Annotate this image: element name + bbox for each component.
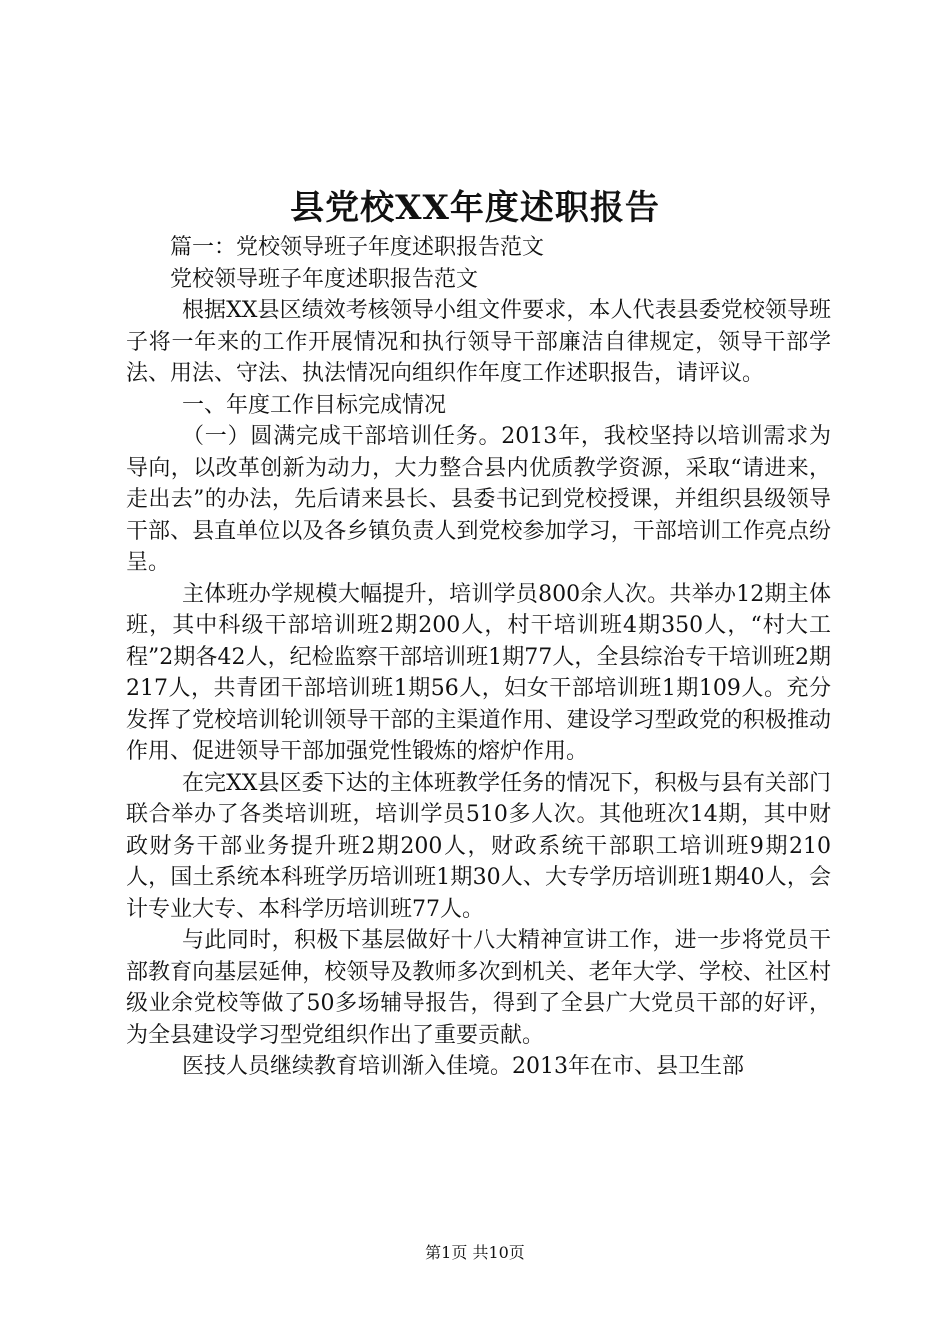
- paragraph-main-classes: 主体班办学规模大幅提升，培训学员800余人次。共举办12期主体班，其中科级干部培训班2期200人，村干培训班4期350人，“村大工程”2期各42人，纪检监察干部培训班1期77人，全县综治专干培训班2期217人，共青团干部培训班1期56人，妇女干部培训班1期109人。充分发挥了党校培训轮训领导干部的主渠道作用、建设学习型政党的积极推动作用、促进领导干部加强党性锻炼的熔炉作用。: [126, 581, 831, 764]
- paragraph-heading-goals: 一、年度工作目标完成情况: [182, 392, 447, 418]
- paragraph-subtitle: 党校领导班子年度述职报告范文: [170, 266, 479, 292]
- paragraph-medical-training: 医技人员继续教育培训渐入佳境。2013年在市、县卫生部: [182, 1054, 744, 1079]
- paragraph-training-task: （一）圆满完成干部培训任务。2013年，我校坚持以培训需求为导向，以改革创新为动力，大力整合县内优质教学资源，采取“请进来，走出去”的办法，先后请来县长、县委书记到党校授课，并组织县级领导干部、县直单位以及各乡镇负责人到党校参加学习，干部培训工作亮点纷呈。: [126, 424, 831, 575]
- paragraph-grassroots: 与此同时，积极下基层做好十八大精神宣讲工作，进一步将党员干部教育向基层延伸，校领导及教师多次到机关、老年大学、学校、社区村级业余党校等做了50多场辅导报告，得到了全县广大党员干部的好评，为全县建设学习型党组织作出了重要贡献。: [126, 928, 831, 1048]
- document-title: 县党校XX年度述职报告: [290, 188, 660, 228]
- document-body: [126, 232, 831, 1083]
- paragraph-section-heading: 篇一：党校领导班子年度述职报告范文: [170, 235, 545, 260]
- page-footer: 第1页 共10页: [425, 1243, 525, 1262]
- paragraph-other-classes: 在完XX县区委下达的主体班教学任务的情况下，积极与县有关部门联合举办了各类培训班，培训学员510多人次。其他班次14期，其中财政财务干部业务提升班2期200人，财政系统干部职工培训班9期210人，国土系统本科班学历培训班1期30人、大专学历培训班1期40人，会计专业大专、本科学历培训班77人。: [126, 770, 831, 922]
- paragraph-intro: 根据XX县区绩效考核领导小组文件要求，本人代表县委党校领导班子将一年来的工作开展情况和执行领导干部廉洁自律规定，领导干部学法、用法、守法、执法情况向组织作年度工作述职报告，请评议。: [126, 298, 831, 386]
